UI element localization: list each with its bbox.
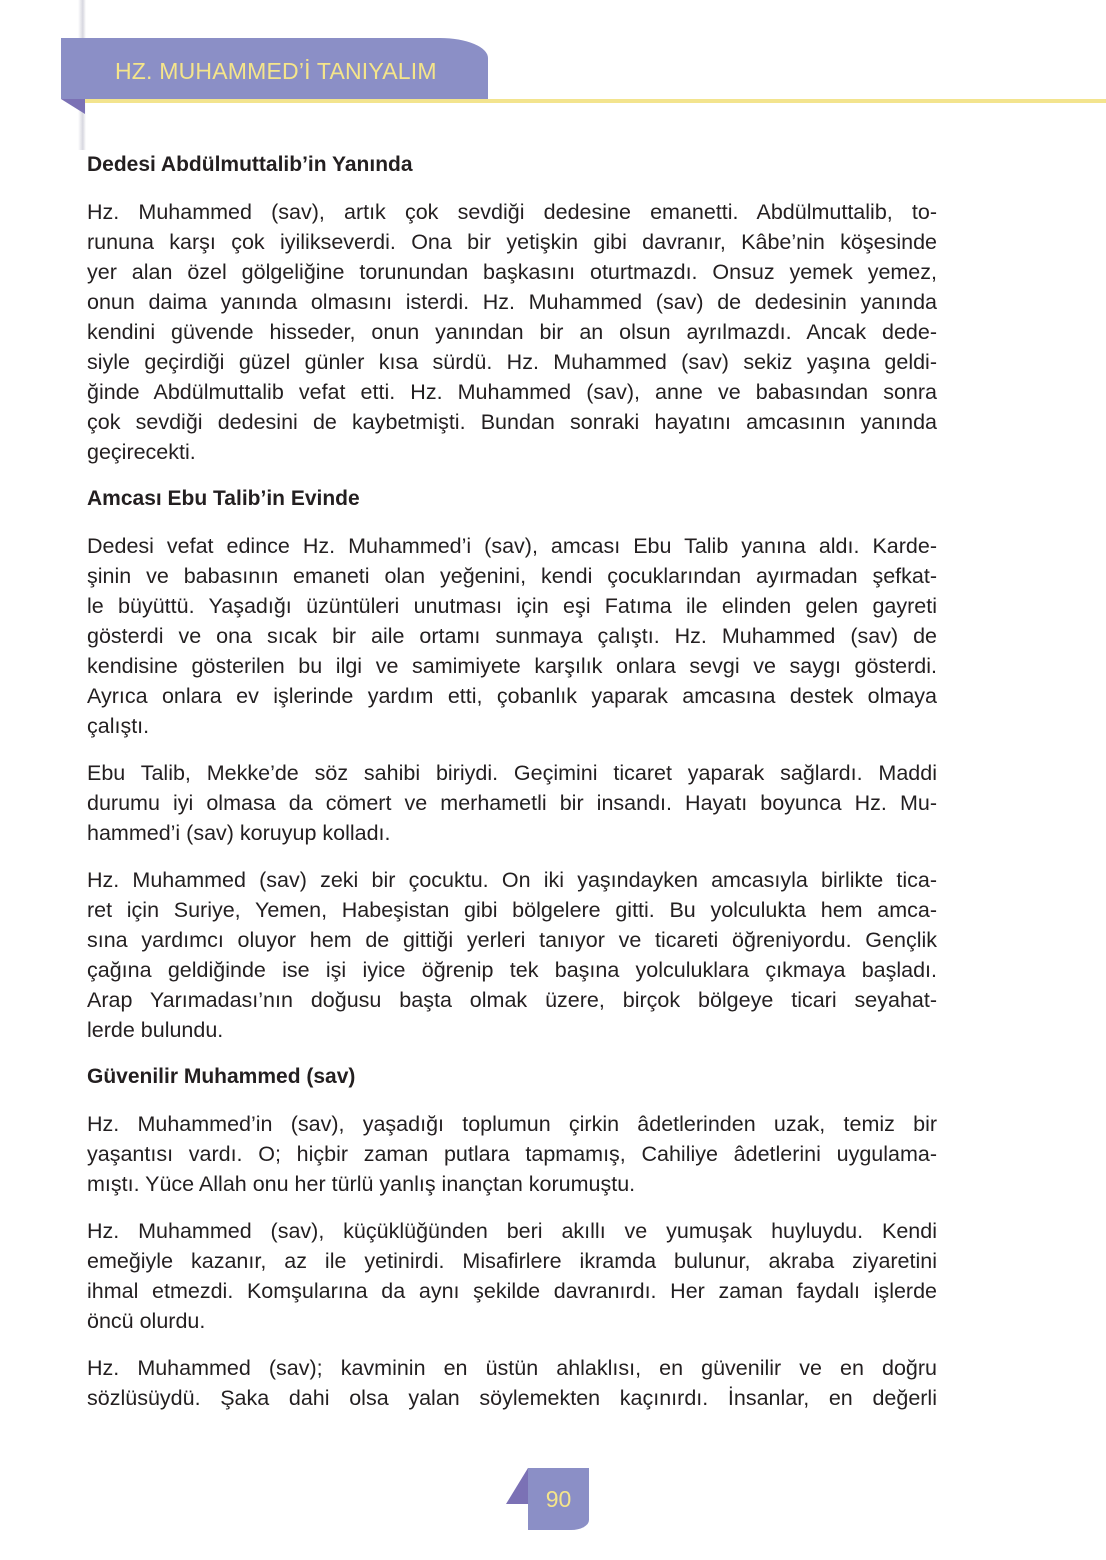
- text-line: hammed’i (sav) koruyup kolladı.: [87, 821, 391, 845]
- chapter-title: HZ. MUHAMMED’İ TANIYALIM: [115, 58, 437, 84]
- text-line: kendisine gösterilen bu ilgi ve samimiyete karşılık onlara sevgi ve saygı gösterdi.: [87, 654, 937, 678]
- paragraph: [87, 865, 937, 1045]
- text-line: çok sevdiği dedesini de kaybetmişti. Bundan sonraki hayatını amcasının yanında: [87, 410, 937, 434]
- text-line: Ebu Talib, Mekke’de söz sahibi biriydi. Geçimini ticaret yaparak sağlardı. Maddi: [87, 761, 937, 785]
- paragraph: [87, 531, 937, 741]
- header-rule: [85, 99, 1106, 103]
- text-line: gösterdi ve ona sıcak bir aile ortamı sunmaya çalıştı. Hz. Muhammed (sav) de: [87, 624, 937, 648]
- text-line: çalıştı.: [87, 714, 150, 738]
- text-line: ğinde Abdülmuttalib vefat etti. Hz. Muhammed (sav), anne ve babasından sonra: [87, 380, 937, 404]
- text-line: durumu iyi olmasa da cömert ve merhametli bir insandı. Hayatı boyunca Hz. Mu-: [87, 791, 937, 815]
- text-line: ret için Suriye, Yemen, Habeşistan gibi bölgelere gitti. Bu yolculukta hem amca-: [87, 898, 937, 922]
- text-line: rununa karşı çok iyilikseverdi. Ona bir yetişkin gibi davranır, Kâbe’nin köşesinde: [87, 230, 937, 254]
- text-line: ihmal etmezdi. Komşularına da aynı şekilde davranırdı. Her zaman faydalı işlerde: [87, 1279, 937, 1303]
- text-line: siyle geçirdiği güzel günler kısa sürdü. Hz. Muhammed (sav) sekiz yaşına geldi-: [87, 350, 937, 374]
- text-line: Hz. Muhammed (sav) zeki bir çocuktu. On iki yaşındayken amcasıyla birlikte tica-: [87, 868, 937, 892]
- page-number-fold: [506, 1468, 528, 1504]
- page-number: 90: [528, 1468, 589, 1530]
- text-line: Arap Yarımadası’nın doğusu başta olmak üzere, birçok bölgeye ticari seyahat-: [87, 988, 937, 1012]
- page-content: [87, 150, 937, 1430]
- section-heading: Amcası Ebu Talib’in Evinde: [87, 487, 360, 510]
- paragraph: [87, 1109, 937, 1199]
- text-line: yer alan özel gölgeliğine torunundan başkasını oturtmazdı. Onsuz yemek yemez,: [87, 260, 937, 284]
- paragraph: [87, 197, 937, 467]
- text-line: öncü olurdu.: [87, 1309, 206, 1333]
- text-line: Hz. Muhammed’in (sav), yaşadığı toplumun çirkin âdetlerinden uzak, temiz bir: [87, 1112, 937, 1136]
- text-line: sına yardımcı oluyor hem de gittiği yerleri tanıyor ve ticareti öğreniyordu. Gençlik: [87, 928, 937, 952]
- text-line: şinin ve babasının emaneti olan yeğenini, kendi çocuklarından ayırmadan şefkat-: [87, 564, 937, 588]
- section-heading: Güvenilir Muhammed (sav): [87, 1065, 356, 1088]
- paragraph: [87, 1216, 937, 1336]
- section-heading: Dedesi Abdülmuttalib’in Yanında: [87, 153, 413, 176]
- text-line: yaşantısı vardı. O; hiçbir zaman putlara tapmamış, Cahiliye âdetlerini uygulama-: [87, 1142, 937, 1166]
- text-line: Ayrıca onlara ev işlerinde yardım etti, çobanlık yaparak amcasına destek olmaya: [87, 684, 937, 708]
- text-line: geçirecekti.: [87, 440, 196, 464]
- banner-fold: [61, 99, 85, 114]
- text-line: kendini güvende hisseder, onun yanından bir an olsun ayrılmazdı. Ancak dede-: [87, 320, 937, 344]
- text-line: lerde bulundu.: [87, 1018, 224, 1042]
- text-line: mıştı. Yüce Allah onu her türlü yanlış inançtan korumuştu.: [87, 1172, 636, 1196]
- text-line: le büyüttü. Yaşadığı üzüntüleri unutması için eşi Fatıma ile elinden gelen gayreti: [87, 594, 937, 618]
- text-line: onun daima yanında olmasını isterdi. Hz. Muhammed (sav) de dedesinin yanında: [87, 290, 937, 314]
- text-line: Hz. Muhammed (sav); kavminin en üstün ahlaklısı, en güvenilir ve en doğru: [87, 1356, 937, 1380]
- text-line: Hz. Muhammed (sav), artık çok sevdiği dedesine emanetti. Abdülmuttalib, to-: [87, 200, 937, 224]
- text-line: sözlüsüydü. Şaka dahi olsa yalan söylemekten kaçınırdı. İnsanlar, en değerli: [87, 1386, 937, 1410]
- text-line: Hz. Muhammed (sav), küçüklüğünden beri akıllı ve yumuşak huyluydu. Kendi: [87, 1219, 937, 1243]
- paragraph: [87, 1353, 937, 1413]
- text-line: emeğiyle kazanır, az ile yetinirdi. Misafirlere ikramda bulunur, akraba ziyaretini: [87, 1249, 937, 1273]
- text-line: Dedesi vefat edince Hz. Muhammed’i (sav), amcası Ebu Talib yanına aldı. Karde-: [87, 534, 937, 558]
- text-line: çağına geldiğinde ise işi iyice öğrenip tek başına yolculuklara çıkmaya başladı.: [87, 958, 937, 982]
- paragraph: [87, 758, 937, 848]
